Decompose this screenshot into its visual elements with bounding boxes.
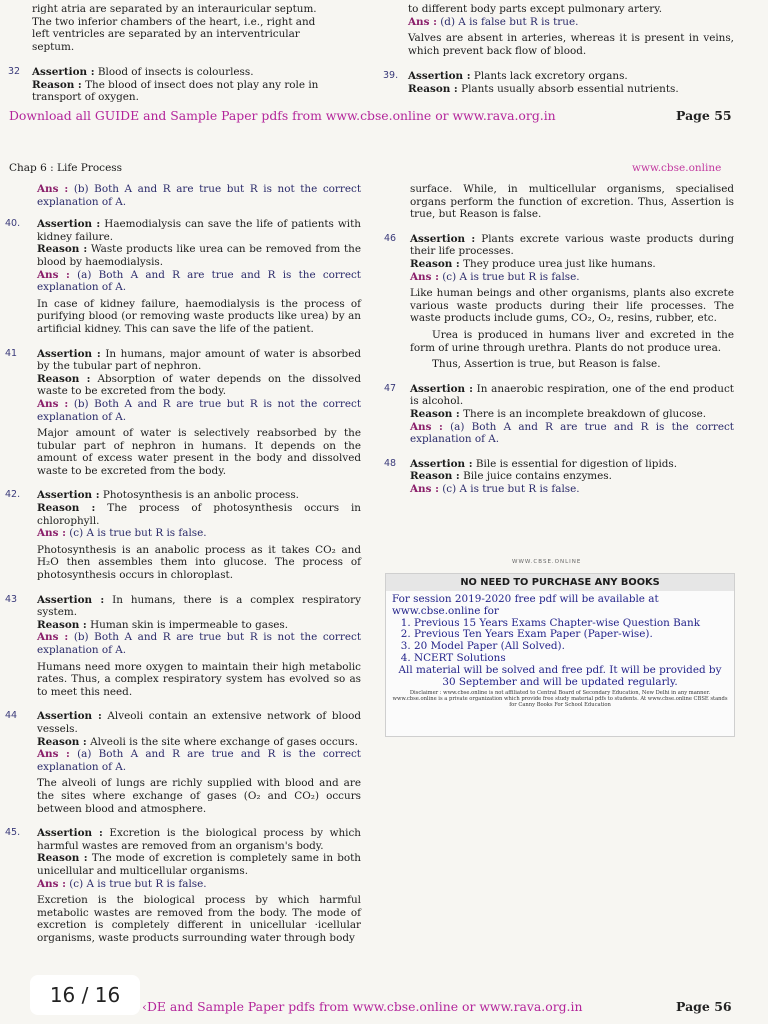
- page-counter: 16 / 16: [30, 975, 140, 1015]
- reason-text: Waste products like urea can be removed from the blood by haemodialysis.: [37, 243, 361, 268]
- assertion-label: Assertion :: [37, 593, 105, 606]
- answer-text: (c) A is true but R is false.: [442, 482, 580, 495]
- answer: [37, 183, 361, 208]
- answer-text: (b) Both A and R are true but R is not the correct explanation of A.: [37, 631, 361, 656]
- reason-label: Reason :: [37, 502, 96, 515]
- reason-label: Reason :: [37, 372, 91, 385]
- question-number: 43: [5, 593, 18, 605]
- reason-label: Reason :: [410, 470, 460, 483]
- reason-text: There is an incomplete breakdown of glucose.: [463, 407, 707, 420]
- question-48: [384, 457, 734, 496]
- answer-text: (a) Both A and R are true and R is the correct explanation of A.: [37, 268, 361, 294]
- assertion-text: Photosynthesis is an anbolic process.: [102, 489, 299, 502]
- answer-label: Ans :: [410, 270, 439, 283]
- answer-label: Ans :: [408, 15, 437, 28]
- assertion-label: Assertion :: [37, 489, 100, 502]
- reason-text: Absorption of water depends on the dissolved waste to be excreted from the body.: [37, 372, 361, 398]
- explanation: The alveoli of lungs are richly supplied with blood and are the sites where exchange of gases (O₂ and CO₂) occurs between blood and atmosphere.: [37, 777, 361, 815]
- assertion-text: Bile is essential for digestion of lipids.: [475, 457, 678, 470]
- assertion-label: Assertion :: [37, 827, 103, 840]
- answer-label: Ans :: [37, 877, 66, 890]
- assertion-label: Assertion :: [410, 382, 473, 395]
- assertion-text: Excretion is the biological process by which harmful wastes are removed from an organism's body.: [37, 827, 361, 852]
- answer-label: Ans :: [410, 420, 443, 433]
- answer-text: (c) A is true but R is false.: [69, 877, 207, 890]
- list-item: 2. Previous Ten Years Exam Paper (Paper-wise).: [414, 629, 728, 641]
- explanation: Humans need more oxygen to maintain their high metabolic rates. Thus, a complex respiratory system has evolved so as to meet this need.: [37, 660, 361, 698]
- reason-label: Reason :: [37, 852, 88, 865]
- download-banner[interactable]: ‹DE and Sample Paper pdfs from www.cbse.online or www.rava.org.in: [142, 999, 583, 1014]
- text-line: right atria are separated by an interauricular septum.: [32, 3, 317, 15]
- reason-text: Alveoli is the site where exchange of gases occurs.: [90, 735, 358, 748]
- question-39: [383, 70, 734, 95]
- answer-text: (c) A is true but R is false.: [442, 270, 580, 283]
- text-line: to different body parts except pulmonary artery.: [408, 3, 663, 15]
- explanation: Excretion is the biological process by which harmful metabolic wastes are removed from the body. The mode of excretion is completely different in unicellular ·icellular organisms, waste products surrounding water through body: [37, 894, 361, 944]
- assertion-text: Plants excrete various waste products during their life processes.: [410, 232, 734, 258]
- assertion-text: Plants lack excretory organs.: [473, 70, 628, 82]
- question-number: 46: [384, 232, 397, 244]
- reason-label: Reason :: [37, 735, 87, 748]
- answer-label: Ans :: [410, 482, 439, 495]
- assertion-text: In humans, major amount of water is absorbed by the tubular part of nephron.: [37, 347, 361, 373]
- question-40: [5, 218, 361, 335]
- list-item: 3. 20 Model Paper (All Solved).: [414, 641, 728, 653]
- question-47: [384, 382, 734, 446]
- text-line: septum.: [32, 40, 75, 53]
- question-41: [5, 347, 361, 478]
- reason-label: Reason :: [32, 78, 82, 91]
- question-number: 42.: [5, 489, 21, 501]
- reason-text: Human skin is impermeable to gases.: [90, 618, 289, 631]
- reason-label: Reason :: [37, 243, 88, 256]
- assertion-text: Alveoli contain an extensive network of blood vessels.: [37, 710, 361, 735]
- notice-title: NO NEED TO PURCHASE ANY BOOKS: [386, 574, 734, 591]
- question-number: 32: [8, 66, 21, 77]
- explanation: Urea is produced in humans liver and excreted in the form of urine through urethra. Plants do not produce urea.: [410, 328, 734, 354]
- notice-box: [385, 573, 735, 737]
- question-45: [5, 827, 361, 944]
- assertion-label: Assertion :: [410, 232, 476, 245]
- assertion-text: Haemodialysis can save the life of patients with kidney failure.: [37, 218, 361, 243]
- assertion-text: In humans, there is a complex respiratory system.: [37, 593, 361, 619]
- answer-text: (a) Both A and R are true and R is the correct explanation of A.: [410, 420, 734, 446]
- list-item: 4. NCERT Solutions: [414, 653, 728, 665]
- notice-list: [392, 618, 728, 665]
- assertion-label: Assertion :: [32, 66, 95, 78]
- question-43: [5, 593, 361, 699]
- explanation: Photosynthesis is an anabolic process as it takes CO₂ and H₂O then assembles them into glucose. The process of photosynthesis occurs in chloroplast.: [37, 543, 361, 582]
- top-left-fragment: [32, 3, 358, 53]
- reason-text: The blood of insect does not play any role in transport of oxygen.: [32, 78, 319, 104]
- reason-text: Plants usually absorb essential nutrients.: [461, 82, 679, 95]
- question-32: [8, 66, 358, 104]
- top-right-fragment: [408, 3, 734, 57]
- question-number: 47: [384, 382, 397, 394]
- question-42: [5, 489, 361, 582]
- answer-text: (b) Both A and R are true but R is not the correct explanation of A.: [37, 397, 361, 423]
- download-banner[interactable]: Download all GUIDE and Sample Paper pdfs from www.cbse.online or www.rava.org.in: [9, 108, 556, 123]
- page-number: Page 55: [676, 108, 732, 123]
- left-column: [5, 183, 361, 944]
- notice-footer: All material will be solved and free pdf. It will be provided by 30 September and will be updated regularly.: [398, 663, 722, 688]
- reason-label: Reason :: [410, 407, 460, 420]
- question-number: 48: [384, 457, 397, 469]
- explanation: Thus, Assertion is true, but Reason is false.: [432, 358, 661, 371]
- assertion-text: Blood of insects is colourless.: [97, 66, 254, 78]
- assertion-label: Assertion :: [37, 218, 101, 231]
- watermark: WWW.CBSE.ONLINE: [512, 559, 582, 565]
- explanation: In case of kidney failure, haemodialysis is the process of purifying blood (or removing waste products like urea) by an artificial kidney. This can save the life of the patient.: [37, 297, 361, 335]
- disclaimer: Disclaimer : www.cbse.online is not affiliated to Central Board of Secondary Education, New Delhi in any manner. www.cbse.online is a private organization which provide free study material pdfs to students. At www.cbse.online CBSE stands for Canny Books For School Education: [392, 690, 728, 709]
- assertion-text: In anaerobic respiration, one of the end product is alcohol.: [410, 382, 734, 408]
- answer-label: Ans :: [37, 527, 66, 540]
- answer-label: Ans :: [37, 631, 69, 644]
- reason-text: The process of photosynthesis occurs in chlorophyll.: [37, 502, 361, 527]
- explanation: Major amount of water is selectively reabsorbed by the tubular part of nephron in humans. It depends on the amount of excess water present in the body and dissolved waste to be excreted from the body.: [37, 427, 361, 477]
- answer-text: (b) Both A and R are true but R is not the correct explanation of A.: [37, 183, 361, 208]
- reason-text: They produce urea just like humans.: [463, 257, 656, 270]
- text-line: The two inferior chambers of the heart, i.e., right and: [32, 15, 316, 28]
- question-46: [384, 232, 734, 371]
- right-column: [384, 183, 734, 495]
- reason-label: Reason :: [408, 82, 458, 95]
- assertion-label: Assertion :: [37, 347, 101, 360]
- answer-text: (c) A is true but R is false.: [69, 527, 207, 540]
- reason-label: Reason :: [410, 257, 460, 270]
- answer-text: (d) A is false but R is true.: [440, 15, 579, 28]
- reason-text: The mode of excretion is completely same in both unicellular and multicellular organisms.: [37, 852, 361, 877]
- text-line: left ventricles are separated by an interventricular: [32, 28, 300, 41]
- question-44: [5, 710, 361, 815]
- assertion-label: Assertion :: [410, 457, 473, 470]
- explanation: Like human beings and other organisms, plants also excrete various waste products during their life processes. The waste products include gums, CO₂, O₂, resins, rubber, etc.: [410, 287, 734, 325]
- reason-label: Reason :: [37, 618, 87, 631]
- notice-intro: For session 2019-2020 free pdf will be available at www.cbse.online for: [392, 593, 659, 617]
- question-number: 44: [5, 710, 18, 722]
- answer-label: Ans :: [37, 748, 70, 761]
- question-number: 39.: [383, 70, 399, 81]
- chapter-header: Chap 6 : Life Process: [9, 162, 123, 174]
- answer-text: (a) Both A and R are true and R is the correct explanation of A.: [37, 748, 361, 773]
- reason-text: Bile juice contains enzymes.: [463, 470, 612, 483]
- assertion-label: Assertion :: [408, 70, 471, 82]
- explanation: surface. While, in multicellular organisms, specialised organs perform the function of excretion. Thus, Assertion is true, but Reason is false.: [410, 183, 734, 221]
- list-item: 1. Previous 15 Years Exams Chapter-wise Question Bank: [414, 618, 728, 630]
- answer-label: Ans :: [37, 183, 69, 195]
- site-header-link[interactable]: www.cbse.online: [632, 162, 722, 174]
- answer-label: Ans :: [37, 397, 69, 410]
- question-number: 45.: [5, 827, 21, 839]
- question-number: 41: [5, 347, 18, 359]
- page-number: Page 56: [676, 999, 732, 1014]
- explanation: Valves are absent in arteries, whereas it is present in veins, which prevent back flow of blood.: [408, 32, 734, 57]
- answer-label: Ans :: [37, 268, 70, 281]
- assertion-label: Assertion :: [37, 710, 102, 723]
- question-number: 40.: [5, 218, 21, 230]
